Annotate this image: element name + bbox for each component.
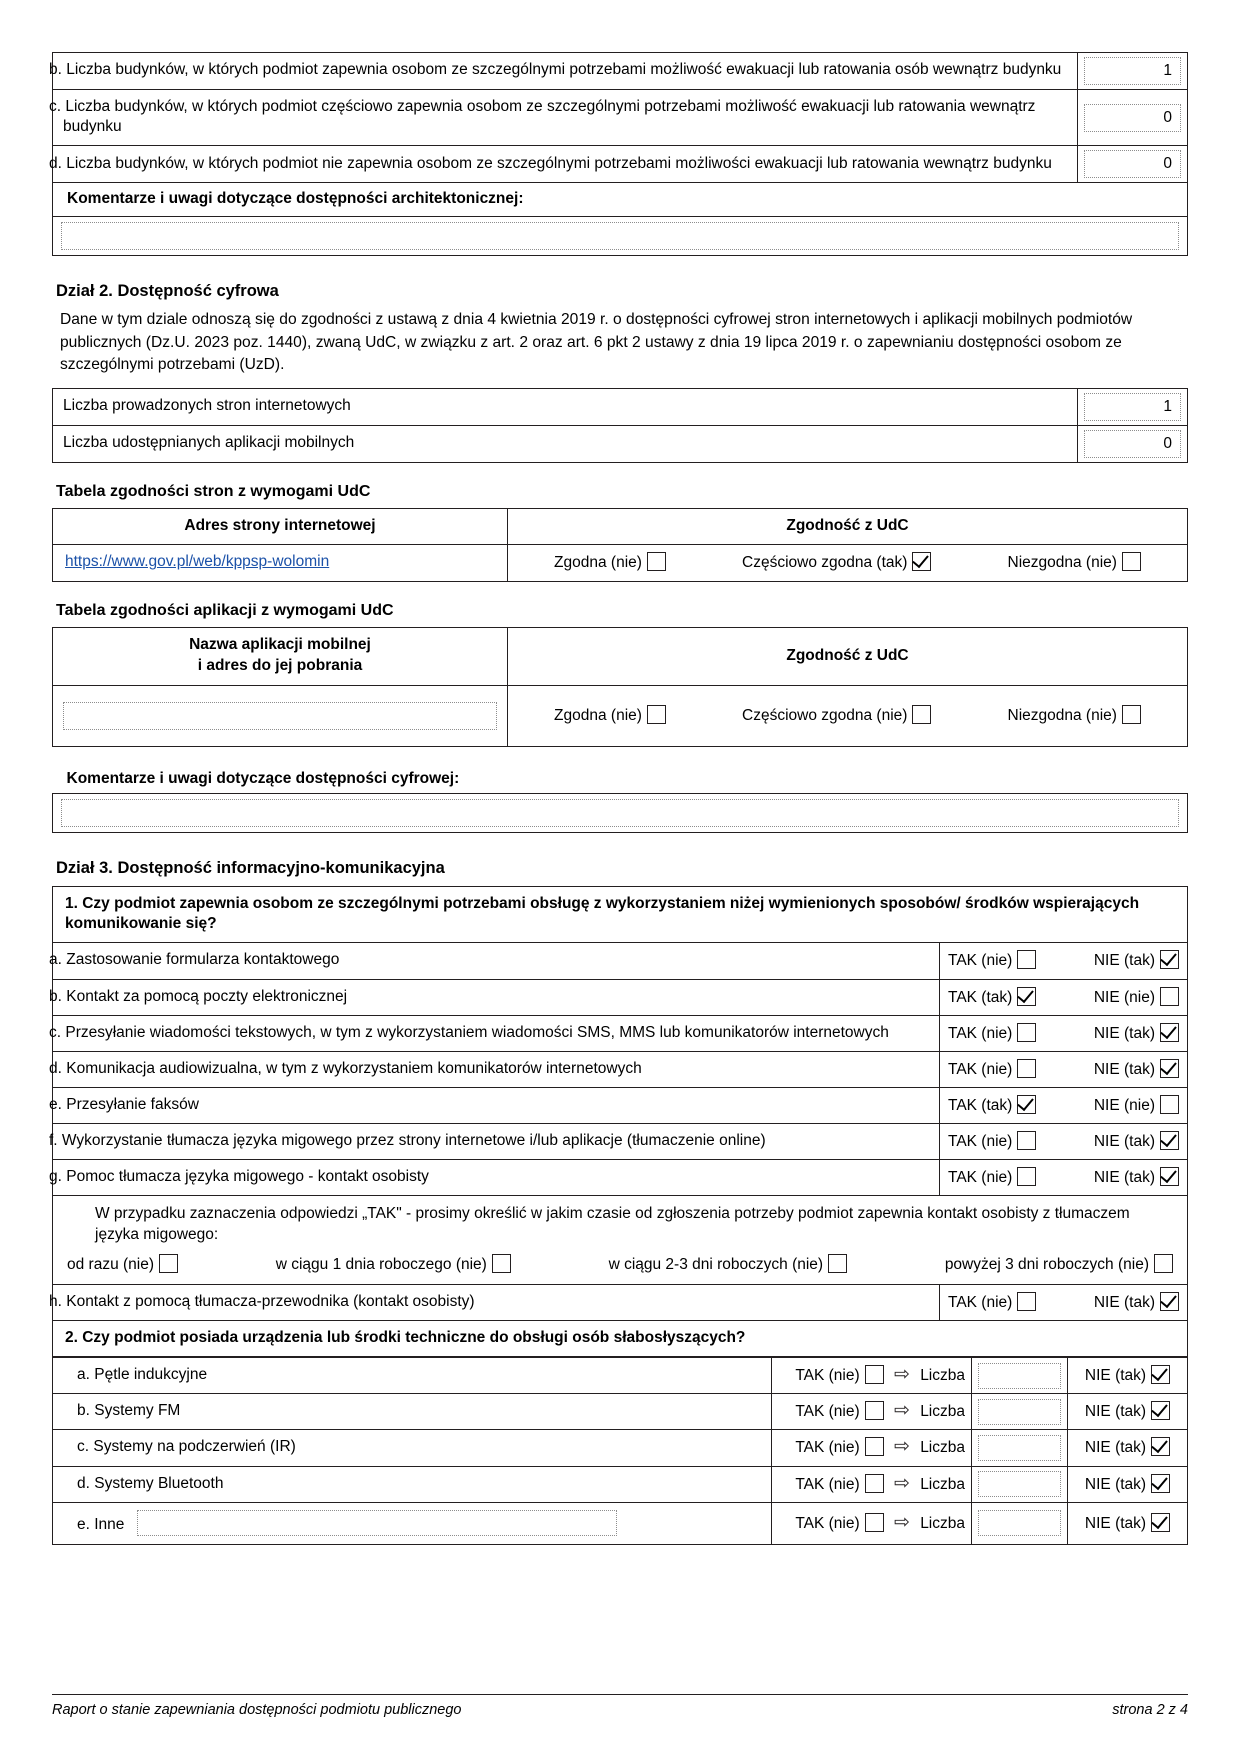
checkbox-od-razu[interactable] (159, 1254, 178, 1273)
architectural-comment-cell (53, 217, 1188, 256)
answer-nie: NIE (nie) (1094, 1095, 1179, 1116)
table-row (53, 183, 1188, 217)
checkbox-nie[interactable] (1160, 1023, 1179, 1042)
row-answer-cell (940, 1051, 1188, 1087)
table-row (53, 1015, 1188, 1051)
answer-nie: NIE (tak) (1094, 1059, 1179, 1080)
device-tak-cell: TAK (nie) ⇨ Liczba (772, 1466, 972, 1502)
checkbox-nie[interactable] (1151, 1437, 1170, 1456)
table-row (53, 1051, 1188, 1087)
answer-nie: NIE (nie) (1094, 987, 1179, 1008)
row-label: a. Zastosowanie formularza kontaktowego (53, 943, 940, 979)
row-label: Liczba udostępnianych aplikacji mobilnych (53, 425, 1078, 462)
row-label: e. Przesyłanie faksów (53, 1087, 940, 1123)
row-answer-cell (940, 1124, 1188, 1160)
architectural-comment-label: Komentarze i uwagi dotyczące dostępności architektonicznej: (53, 183, 1188, 217)
checkbox-nie[interactable] (1151, 1365, 1170, 1384)
table-row (53, 1196, 1188, 1284)
row-label: b. Systemy FM (53, 1394, 772, 1430)
device-count-cell (972, 1430, 1068, 1466)
checkbox-powyzej-3-dni[interactable] (1154, 1254, 1173, 1273)
time-option-1-dzien: w ciągu 1 dnia roboczego (nie) (276, 1254, 511, 1275)
table-header-row (53, 508, 1188, 544)
row-label: c. Liczba budynków, w których podmiot częściowo zapewnia osobom ze szczególnymi potrzebami możliwość ewakuacji lub ratowania wewnątrz budynku (53, 90, 1078, 146)
apps-head-compliance: Zgodność z UdC (508, 628, 1188, 686)
architectural-comment-input[interactable] (61, 222, 1179, 250)
row-value-cell (1078, 425, 1188, 462)
count-label: Liczba (920, 1403, 965, 1421)
time-option-od-razu: od razu (nie) (67, 1254, 178, 1275)
table-header-row (53, 628, 1188, 686)
answer-tak: TAK (tak) (948, 1095, 1036, 1116)
checkbox-1-dzien[interactable] (492, 1254, 511, 1273)
sites-head-address: Adres strony internetowej (53, 508, 508, 544)
checkbox-tak[interactable] (865, 1365, 884, 1384)
checkbox-tak[interactable] (1017, 1131, 1036, 1150)
sign-language-note: W przypadku zaznaczenia odpowiedzi „TAK" - prosimy określić w jakim czasie od zgłoszenia potrzeby podmiot zapewnia kontakt osobisty z tłumaczem języka migowego: (95, 1205, 1130, 1243)
digital-comment-table (52, 769, 1188, 833)
site-url-link[interactable]: https://www.gov.pl/web/kppsp-wolomin (65, 553, 330, 571)
count-label: Liczba (920, 1475, 965, 1493)
value-input[interactable]: 0 (1084, 430, 1181, 458)
device-tak-cell: TAK (nie) ⇨ Liczba (772, 1430, 972, 1466)
arrow-right-icon: ⇨ (893, 1472, 910, 1494)
app-compliance-cell (508, 685, 1188, 746)
answer-tak: TAK (nie) (948, 1131, 1036, 1152)
checkbox-tak[interactable] (865, 1437, 884, 1456)
count-input[interactable] (978, 1399, 1061, 1425)
row-label: c. Przesyłanie wiadomości tekstowych, w tym z wykorzystaniem wiadomości SMS, MMS lub komunikatorów internetowych (53, 1015, 940, 1051)
answer-tak: TAK (nie) (948, 950, 1036, 971)
table-row (53, 1284, 1188, 1320)
answer-tak: TAK (nie) (948, 1023, 1036, 1044)
value-input[interactable]: 1 (1084, 393, 1181, 421)
checkbox-tak[interactable] (865, 1513, 884, 1532)
answer-nie: NIE (tak) (1094, 1131, 1179, 1152)
count-label: Liczba (920, 1514, 965, 1532)
checkbox-niezgodna[interactable] (1122, 552, 1141, 571)
count-label: Liczba (920, 1367, 965, 1385)
site-option-niezgodna: Niezgodna (nie) (1008, 552, 1141, 573)
device-tak-cell: TAK (nie) ⇨ Liczba (772, 1502, 972, 1544)
other-device-input[interactable] (137, 1510, 617, 1536)
table-row (53, 217, 1188, 256)
table-row (53, 53, 1188, 90)
hearing-devices-table (52, 1357, 1188, 1545)
device-nie-cell: NIE (tak) (1068, 1394, 1188, 1430)
checkbox-niezgodna[interactable] (1122, 705, 1141, 724)
value-input[interactable]: 0 (1084, 104, 1181, 132)
footer-left: Raport o stanie zapewniania dostępności podmiotu publicznego (52, 1702, 462, 1718)
checkbox-nie[interactable] (1160, 1167, 1179, 1186)
answer-nie: NIE (tak) (1094, 1292, 1179, 1313)
checkbox-tak[interactable] (865, 1474, 884, 1493)
row-label: d. Liczba budynków, w których podmiot nie zapewnia osobom ze szczególnymi potrzebami możliwości ewakuacji lub ratowania wewnątrz budynku (53, 146, 1078, 183)
app-option-czesciowo: Częściowo zgodna (nie) (742, 705, 931, 726)
row-value-cell (1078, 90, 1188, 146)
table-row (53, 1320, 1188, 1356)
device-nie-cell: NIE (tak) (1068, 1430, 1188, 1466)
time-option-2-3-dni: w ciągu 2-3 dni roboczych (nie) (609, 1254, 848, 1275)
device-tak-cell: TAK (nie) ⇨ Liczba (772, 1394, 972, 1430)
table-row (53, 943, 1188, 979)
row-label-other: e. Inne (53, 1502, 772, 1544)
row-answer-cell (940, 943, 1188, 979)
table-row (53, 1124, 1188, 1160)
row-answer-cell (940, 1087, 1188, 1123)
device-nie-cell: NIE (tak) (1068, 1502, 1188, 1544)
digital-counts-table (52, 388, 1188, 463)
checkbox-tak[interactable] (865, 1401, 884, 1420)
row-label: b. Kontakt za pomocą poczty elektronicznej (53, 979, 940, 1015)
arrow-right-icon: ⇨ (893, 1400, 910, 1422)
answer-nie: NIE (tak) (1094, 1023, 1179, 1044)
arrow-right-icon: ⇨ (893, 1364, 910, 1386)
table-row (53, 1502, 1188, 1544)
row-label: f. Wykorzystanie tłumacza języka migowego przez strony internetowe i/lub aplikacje (tłumaczenie online) (53, 1124, 940, 1160)
row-label: d. Systemy Bluetooth (53, 1466, 772, 1502)
row-value-cell (1078, 146, 1188, 183)
answer-tak: TAK (nie) (948, 1059, 1036, 1080)
row-answer-cell (940, 979, 1188, 1015)
checkbox-nie[interactable] (1160, 987, 1179, 1006)
sites-head-compliance: Zgodność z UdC (508, 508, 1188, 544)
sign-language-time-options (67, 1254, 1173, 1275)
row-label: a. Pętle indukcyjne (53, 1358, 772, 1394)
row-value-cell (1078, 53, 1188, 90)
info-communication-table (49, 886, 1188, 1357)
answer-tak: TAK (nie) (948, 1292, 1036, 1313)
footer-right: strona 2 z 4 (1112, 1702, 1188, 1718)
site-option-zgodna: Zgodna (nie) (554, 552, 666, 573)
checkbox-tak[interactable] (1017, 1023, 1036, 1042)
count-input[interactable] (978, 1471, 1061, 1497)
app-option-zgodna: Zgodna (nie) (554, 705, 666, 726)
device-count-cell (972, 1466, 1068, 1502)
checkbox-tak[interactable] (1017, 1095, 1036, 1114)
row-value-cell (1078, 388, 1188, 425)
table-row (53, 769, 1188, 794)
apps-head-name: Nazwa aplikacji mobilnej i adres do jej pobrania (53, 628, 508, 686)
section3-title: Dział 3. Dostępność informacyjno-komunikacyjna (56, 859, 445, 878)
checkbox-tak[interactable] (1017, 1167, 1036, 1186)
device-nie-cell: NIE (tak) (1068, 1466, 1188, 1502)
table-row (53, 794, 1188, 833)
count-input[interactable] (978, 1510, 1061, 1536)
table-row (53, 685, 1188, 746)
table-row (53, 544, 1188, 581)
section2-title: Dział 2. Dostępność cyfrowa (56, 282, 279, 301)
device-count-cell (972, 1394, 1068, 1430)
table-row (53, 146, 1188, 183)
checkbox-tak[interactable] (1017, 950, 1036, 969)
digital-comment-cell (53, 794, 1188, 833)
digital-comment-input[interactable] (61, 799, 1179, 827)
table-row (53, 1394, 1188, 1430)
table-row (53, 425, 1188, 462)
table-row (53, 979, 1188, 1015)
app-option-niezgodna: Niezgodna (nie) (1008, 705, 1141, 726)
checkbox-tak[interactable] (1017, 1292, 1036, 1311)
table-row (53, 388, 1188, 425)
apps-compliance-table (52, 627, 1188, 747)
device-count-cell (972, 1358, 1068, 1394)
app-name-input[interactable] (63, 702, 497, 730)
table-row (53, 1466, 1188, 1502)
table-row (53, 1358, 1188, 1394)
checkbox-zgodna[interactable] (647, 552, 666, 571)
checkbox-nie[interactable] (1160, 1131, 1179, 1150)
row-label: h. Kontakt z pomocą tłumacza-przewodnika (kontakt osobisty) (53, 1284, 940, 1320)
checkbox-nie[interactable] (1151, 1474, 1170, 1493)
apps-table-title: Tabela zgodności aplikacji z wymogami UdC (56, 602, 394, 620)
checkbox-nie[interactable] (1160, 1095, 1179, 1114)
checkbox-czesciowo-zgodna[interactable] (912, 552, 931, 571)
checkbox-nie[interactable] (1160, 1292, 1179, 1311)
question2-head: 2. Czy podmiot posiada urządzenia lub środki techniczne do obsługi osób słabosłyszących? (53, 1320, 1188, 1356)
checkbox-nie[interactable] (1151, 1513, 1170, 1532)
arrow-right-icon: ⇨ (893, 1511, 910, 1533)
value-input[interactable]: 0 (1084, 150, 1181, 178)
sites-compliance-table (52, 508, 1188, 582)
table-row (53, 1087, 1188, 1123)
checkbox-czesciowo-zgodna[interactable] (912, 705, 931, 724)
section2-note: Dane w tym dziale odnoszą się do zgodności z ustawą z dnia 4 kwietnia 2019 r. o dostępności cyfrowej stron internetowych i aplikacji mobilnych podmiotów publicznych (Dz.U. 2023 poz. 1440), zwaną UdC, w związku z art. 2 oraz art. 6 pkt 2 ustawy z dnia 19 lipca 2019 r. o zapewnianiu dostępności osobom ze szczególnymi potrzebami (UzD). (60, 311, 1133, 373)
table-row (53, 1430, 1188, 1466)
arrow-right-icon: ⇨ (893, 1436, 910, 1458)
answer-tak: TAK (nie) (948, 1167, 1036, 1188)
answer-nie: NIE (tak) (1094, 1167, 1179, 1188)
answer-nie: NIE (tak) (1094, 950, 1179, 971)
page-footer (52, 1694, 1188, 1718)
row-label: c. Systemy na podczerwień (IR) (53, 1430, 772, 1466)
digital-comment-label: Komentarze i uwagi dotyczące dostępności cyfrowej: (66, 769, 460, 787)
table-row (53, 1160, 1188, 1196)
table-row (53, 90, 1188, 146)
device-nie-cell: NIE (tak) (1068, 1358, 1188, 1394)
checkbox-2-3-dni[interactable] (828, 1254, 847, 1273)
row-answer-cell (940, 1015, 1188, 1051)
row-answer-cell (940, 1284, 1188, 1320)
device-tak-cell: TAK (nie) ⇨ Liczba (772, 1358, 972, 1394)
question1-head: 1. Czy podmiot zapewnia osobom ze szczególnymi potrzebami obsługę z wykorzystaniem niżej wymienionych sposobów/ środków wspierających komunikowanie się? (53, 887, 1188, 943)
site-option-czesciowo: Częściowo zgodna (tak) (742, 552, 931, 573)
table-row (53, 887, 1188, 943)
architectural-evacuation-table (49, 52, 1188, 256)
checkbox-nie[interactable] (1160, 1059, 1179, 1078)
count-label: Liczba (920, 1439, 965, 1457)
row-label: d. Komunikacja audiowizualna, w tym z wykorzystaniem komunikatorów internetowych (53, 1051, 940, 1087)
checkbox-tak[interactable] (1017, 987, 1036, 1006)
value-input[interactable]: 1 (1084, 57, 1181, 85)
sign-language-time-block (53, 1196, 1188, 1284)
row-answer-cell (940, 1160, 1188, 1196)
checkbox-zgodna[interactable] (647, 705, 666, 724)
checkbox-tak[interactable] (1017, 1059, 1036, 1078)
answer-tak: TAK (tak) (948, 987, 1036, 1008)
count-input[interactable] (978, 1435, 1061, 1461)
time-option-powyzej-3-dni: powyżej 3 dni roboczych (nie) (945, 1254, 1173, 1275)
checkbox-nie[interactable] (1151, 1401, 1170, 1420)
count-input[interactable] (978, 1363, 1061, 1389)
device-count-cell (972, 1502, 1068, 1544)
site-compliance-cell (508, 544, 1188, 581)
site-url-cell (53, 544, 508, 581)
checkbox-nie[interactable] (1160, 950, 1179, 969)
row-label: b. Liczba budynków, w których podmiot zapewnia osobom ze szczególnymi potrzebami możliwość ewakuacji lub ratowania osób wewnątrz budynku (53, 53, 1078, 90)
app-name-cell (53, 685, 508, 746)
row-label: g. Pomoc tłumacza języka migowego - kontakt osobisty (53, 1160, 940, 1196)
row-label: Liczba prowadzonych stron internetowych (53, 388, 1078, 425)
sites-table-title: Tabela zgodności stron z wymogami UdC (56, 482, 371, 500)
